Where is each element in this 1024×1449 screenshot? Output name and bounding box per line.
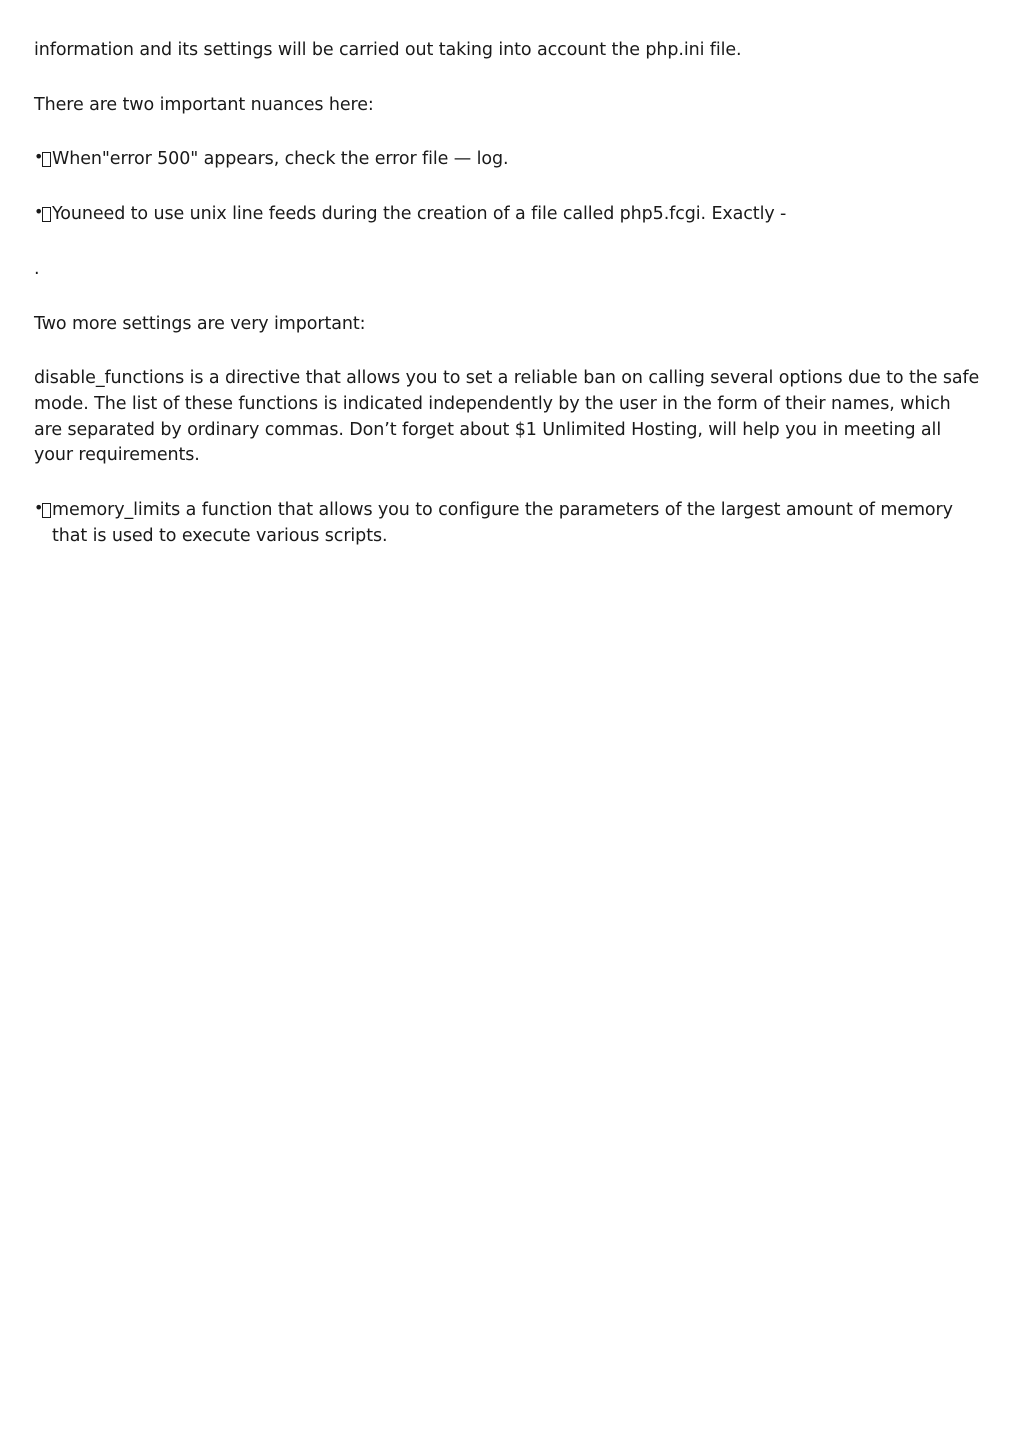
text-line-nuances: There are two important nuances here: [34, 94, 374, 115]
missing-glyph-icon [42, 152, 51, 167]
bullet-text-error-500: When"error 500" appears, check the error file — log. [52, 149, 509, 170]
bullet-icon: • [34, 147, 44, 167]
bullet-item-error-500 [34, 147, 984, 173]
bullet-item-memory-limit [34, 498, 984, 549]
bullet-icon: • [34, 498, 44, 518]
document-page [34, 38, 984, 549]
bullet-text-memory-limit: memory_limits a function that allows you to configure the parameters of the largest amount of memory that is used to execute various scripts. [52, 500, 953, 546]
missing-glyph-icon [42, 207, 51, 222]
text-line-two-more-settings: Two more settings are very important: [34, 313, 366, 334]
text-line-dot: . [34, 258, 40, 279]
bullet-item-unix-line-feeds [34, 202, 984, 228]
bullet-icon: • [34, 202, 44, 222]
paragraph-disable-functions: disable_functions is a directive that allows you to set a reliable ban on calling several options due to the safe mode. The list of these functions is indicated independently by the user in the form of their names, which are separated by ordinary commas. Don’t forget about $1 Unlimited Hosting, will help you in meeting all your requirements. [34, 368, 980, 466]
bullet-text-unix-line-feeds: Youneed to use unix line feeds during the creation of a file called php5.fcgi. Exactly - [52, 204, 787, 225]
text-line-php-ini: information and its settings will be carried out taking into account the php.ini file. [34, 40, 742, 60]
missing-glyph-icon [42, 503, 51, 518]
